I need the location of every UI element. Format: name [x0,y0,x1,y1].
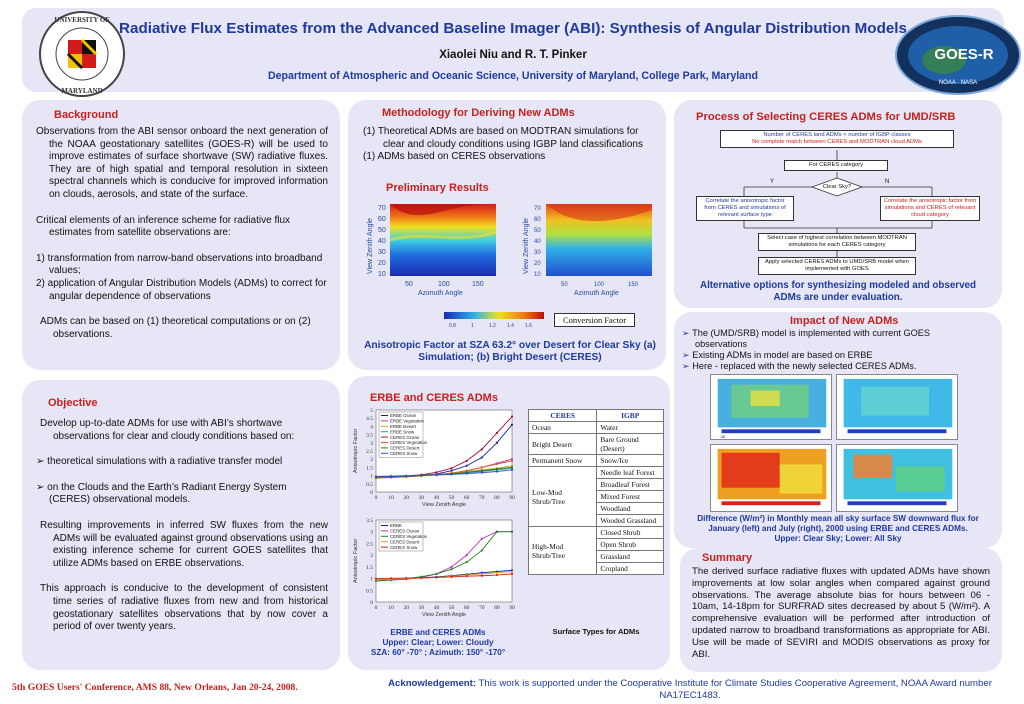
table-cell-igbp: Broadleaf Forest [597,479,664,491]
data-point [405,475,407,477]
legend-label: CERES Desert [390,445,420,451]
acknowledgement-label: Acknowledgement: [388,678,477,689]
legend-label: CERES Desert [390,539,420,545]
y-tick-label: 3.5 [366,518,373,524]
colorbar-tick: 1.2 [489,323,496,329]
background-list-item: 2) application of Angular Distribution Models (ADMs) to correct for angular dependence of observations [36,277,327,302]
impact-bullet [682,328,982,350]
data-point [466,561,468,563]
table-cell-igbp: Open Shrub [597,539,664,551]
x-tick-label: 50 [448,495,455,501]
data-point [466,460,468,462]
erbe-ceres-clear-chart [350,406,520,518]
data-point [375,475,377,477]
flowchart-text: No complete match between CERES and MODTRAN cloud ADMs [752,139,922,145]
table-cell-ceres: Low-Mod Shrub/Tree [529,467,597,527]
data-point [511,469,513,471]
table-cell-igbp: Snow/Ice [597,455,664,467]
data-point [496,468,498,470]
y-tick-label: 0.5 [366,481,373,488]
impact-bullet [682,350,982,361]
data-point [496,574,498,576]
y-tick-label: 4 [370,424,373,431]
flux-difference-map-july-allsky [836,444,958,512]
table-row [529,422,664,434]
data-point [466,554,468,556]
table-cell-igbp: Wooded Grassland [597,515,664,527]
data-point [435,576,437,578]
data-point [435,474,437,476]
data-point [496,572,498,574]
data-point [466,465,468,467]
svg-text:MARYLAND: MARYLAND [61,87,103,95]
data-point [481,456,483,458]
y-axis-label: Anisotropic Factor [353,428,359,473]
colorbar-tick: 1.6 [525,323,532,329]
background-paragraph: Critical elements of an inference scheme for radiative flux estimates from satellite observations are: [36,214,291,239]
x-tick-label: 70 [479,495,485,501]
data-point [481,448,483,450]
x-tick-label: 60 [463,495,470,501]
heatmap-ytick: 30 [378,249,386,256]
methodology-caption: Anisotropic Factor at SZA 63.2° over Desert for Clear Sky (a) Simulation; (b) Bright Desert (CERES) [364,340,656,363]
objective-paragraph: Resulting improvements in inferred SW fluxes from the new ADMs will be evaluated against ground observations using an existing inference scheme for current GOES satellites that utilize ADMs based on ERBE observations. [40,519,328,569]
data-point [496,463,498,465]
data-point [481,472,483,474]
data-point [496,442,498,444]
legend-label: CERES Vegetation [390,440,428,446]
x-tick-label: 60 [463,605,470,611]
x-tick-label: 20 [403,605,409,611]
data-point [420,577,422,579]
heatmap-ytick: 50 [378,227,386,234]
erbe-chart-caption [358,628,518,658]
background-list-item: 1) transformation from narrow-band observations into broadband values; [36,252,323,277]
objective-bullet-text: theoretical simulations with a radiative transfer model [47,456,283,468]
heatmap-ytick: 30 [534,250,541,256]
conversion-factor-label: Conversion Factor [554,313,635,327]
background-panel [22,100,340,370]
bullet-arrow-icon: ➢ [682,361,693,371]
legend-label: CERES Ocean [390,528,420,534]
data-point [511,570,513,572]
map-tick: -10 [719,434,726,440]
y-tick-label: 3.5 [366,432,373,439]
data-point [405,577,407,579]
flowchart-yes-label: Y [770,179,775,185]
background-paragraph: ADMs can be based on (1) theoretical computations or on (2) observations. [40,316,311,340]
x-tick-label: 40 [433,495,440,501]
table-cell-igbp: Mixed Forest [597,491,664,503]
erbe-caption-line: SZA: 60° -70° ; Azimuth: 150° -170° [370,648,506,657]
data-point [511,573,513,575]
anisotropic-heatmap-ceres [514,200,664,298]
svg-text:UNIVERSITY OF: UNIVERSITY OF [54,16,110,24]
data-point [496,432,498,434]
data-point [481,573,483,575]
colorbar-tick: 1.4 [507,323,514,329]
y-axis-label: Anisotropic Factor [353,538,359,583]
process-caption: Alternative options for synthesizing modeled and observed ADMs are under evaluation. [700,280,976,303]
objective-paragraph: This approach is conducive to the development of consistent time series of radiative fluxes from new and from historical geostationary satellites observations that by now cover a period of over twenty years. [40,583,328,633]
table-cell-igbp: Needle leaf Forest [597,467,664,479]
y-tick-label: 1 [370,576,373,583]
table-cell-igbp: Bare Ground (Desert) [597,434,664,455]
data-point [466,575,468,577]
heatmap-ylabel: View Zenith Angle [367,218,374,274]
colorbar-tick: 1 [471,323,474,329]
data-point [481,470,483,472]
heatmap-ytick: 50 [534,228,541,234]
x-tick-label: 90 [509,605,515,611]
heatmap-ytick: 60 [534,217,541,223]
x-tick-label: 40 [433,605,440,611]
table-cell-ceres: High-Mod Shrub/Tree [529,527,597,575]
surface-types-table [528,409,664,575]
heatmap-xlabel: Azimuth Angle [418,290,463,297]
table-row [529,527,664,539]
heatmap-ytick: 20 [534,261,541,267]
data-point [496,531,498,533]
poster-department: Department of Atmospheric and Oceanic Science, University of Maryland, College Park, Maryland [267,70,758,82]
data-point [511,424,513,426]
flowchart-box: Correlate the anisotropic factor from simulations and CERES of relevant cloud category [880,196,980,221]
x-axis-label: View Zenith Angle [422,612,466,618]
heatmap-xtick: 100 [438,281,450,288]
flowchart-decision: Clear Sky? [822,184,852,190]
x-tick-label: 70 [479,605,485,611]
summary-title: Summary [702,552,753,564]
heatmap-xtick: 50 [561,282,568,288]
data-point [450,576,452,578]
table-cell-igbp: Water [597,422,664,434]
svg-text:NOAA · NASA: NOAA · NASA [938,80,978,86]
table-row [529,467,664,479]
impact-title: Impact of New ADMs [790,315,899,327]
table-cell-igbp: Closed Shrub [597,527,664,539]
x-tick-label: 0 [374,495,378,501]
impact-bullet-text: Here - replaced with the newly selected CERES ADMs. [692,361,917,371]
data-point [466,473,468,475]
objective-paragraph: Develop up-to-date ADMs for use with ABI’s shortwave observations for clear and cloudy conditions based on: [40,418,295,442]
bullet-arrow-icon: ➢ [36,456,48,468]
data-point [511,466,513,468]
data-point [481,538,483,540]
process-panel [674,100,1002,308]
legend-label: ERBE Vegetation [390,418,424,424]
heatmap-xtick: 150 [472,281,484,288]
header-banner [22,8,1004,95]
data-point [375,577,377,579]
bullet-arrow-icon: ➢ [682,328,693,338]
table-header-igbp: IGBP [597,410,664,422]
table-cell-ceres: Ocean [529,422,597,434]
legend-label: CERES Snow [390,451,418,456]
flowchart-box: Apply selected CERES ADMs to UMD/SRB model when implemented with GOES [758,257,916,275]
table-cell-igbp: Woodland [597,503,664,515]
y-tick-label: 3 [370,529,373,536]
heatmap-ytick: 40 [534,239,541,245]
x-tick-label: 80 [494,495,500,501]
acknowledgement-text: This work is supported under the Cooperative Institute for Climate Studies Cooperative Agreement, NOAA Award number NA17EC1483. [476,678,992,701]
x-tick-label: 90 [509,495,515,501]
data-point [481,575,483,577]
data-point [390,577,392,579]
y-tick-label: 0 [370,600,373,606]
x-tick-label: 30 [418,605,425,611]
data-point [450,566,452,568]
y-tick-label: 1.5 [366,465,373,472]
heatmap-ytick: 20 [378,260,386,267]
heatmap-ytick: 10 [534,272,541,278]
flowchart-box: For CERES category [784,160,888,171]
conference-footer: 5th GOES Users' Conference, AMS 88, New Orleans, Jan 20-24, 2008. [12,682,298,693]
x-tick-label: 20 [403,495,409,501]
objective-body [36,418,328,634]
process-title: Process of Selecting CERES ADMs for UMD/SRB [696,111,956,123]
y-tick-label: 2.5 [366,449,373,455]
data-point [435,471,437,473]
data-point [435,573,437,575]
methodology-item: (1) ADMs based on CERES observations [363,151,546,163]
x-axis-label: View Zenith Angle [422,502,466,508]
svg-text:GOES-R: GOES-R [934,46,994,63]
summary-text: The derived surface radiative fluxes with updated ADMs have shown improvements at low solar angles when compared against ground observations. The average absolute bias for hours between 06 - 10am, 14-18pm for SURFRAD sites decreased by about 5 (W/m²). A comprehensive evaluation will be performed after introduction of updated narrow to broadband transformations as appropriate for ABI. Use will be made of SEVIRI and MODIS observations as proxy for ABI. [692,566,990,660]
y-tick-label: 2.5 [366,541,373,548]
anisotropic-heatmap-simulation [358,200,508,298]
table-cell-ceres: Bright Desert [529,434,597,455]
bullet-arrow-icon: ➢ [36,481,48,493]
data-point [450,568,452,570]
legend-label: ERBE [390,523,402,529]
y-tick-label: 4.5 [366,416,373,423]
data-point [390,475,392,477]
y-tick-label: 1.5 [366,564,373,571]
heatmap-ytick: 70 [378,205,386,212]
table-cell-igbp: Cropland [597,563,664,575]
legend-label: ERBE Snow [390,429,415,435]
table-cell-igbp: Grassland [597,551,664,563]
legend-label: CERES Ocean [390,434,420,440]
table-header-row [529,410,664,422]
x-tick-label: 30 [418,495,425,501]
legend-label: ERBE Desert [390,424,417,429]
objective-panel [22,380,340,670]
legend-label: CERES Vegetation [390,534,428,539]
x-tick-label: 10 [388,495,394,501]
colorbar [444,312,544,332]
poster-title: Radiative Flux Estimates from the Advanced Baseline Imager (ABI): Synthesis of Angular Distribution Models [119,20,907,37]
data-point [450,467,452,469]
impact-bullet-text: Existing ADMs in model are based on ERBE [692,350,873,360]
flux-difference-map-july-clear [836,374,958,440]
table-header-ceres: CERES [529,410,597,422]
x-tick-label: 10 [388,605,394,611]
erbe-title: ERBE and CERES ADMs [370,392,498,404]
impact-caption: Difference (W/m²) in Monthly mean all sky surface SW downward flux for January (left) and July (right), 2000 using ERBE and CERES ADMs. Upper: Clear Sky; Lower: All Sky [697,514,979,543]
acknowledgement [370,678,1010,702]
data-point [496,470,498,472]
erbe-caption-line: Upper: Clear; Lower: Cloudy [382,638,494,647]
impact-list [682,328,982,372]
data-point [481,466,483,468]
y-tick-label: 2 [370,553,373,560]
impact-bullet [682,361,982,372]
flowchart-no-label: N [885,179,890,185]
table-cell-ceres: Permanent Snow [529,455,597,467]
objective-bullet [36,456,328,469]
y-tick-label: 0 [370,490,373,496]
heatmap-xlabel: Azimuth Angle [574,290,619,297]
background-paragraph: Observations from the ABI sensor onboard the next generation of the NOAA geostationary satellites (GOES-R) will be used to improve estimates of surface shortwave (SW) radiative fluxes. They are of high spatial and temporal resolution in sixteen spectral channels which is conducive for improved information on clouds, aerosols, and state of the surface. [36,126,328,200]
legend-label: CERES Snow [390,544,418,550]
colorbar-tick: 0.8 [449,323,456,329]
flowchart-box: Select case of highest correlation between MODTRAN simulations for each CERES category [758,233,916,251]
heatmap-ytick: 10 [378,271,386,278]
objective-bullet-text: on the Clouds and the Earth’s Radiant Energy System (CERES) observational models. [47,481,287,506]
poster-authors: Xiaolei Niu and R. T. Pinker [439,49,587,61]
flux-difference-map-january-clear [710,374,832,440]
objective-bullet [36,482,328,507]
data-point [450,470,452,472]
y-tick-label: 1 [370,473,373,480]
methodology-item: (1) Theoretical ADMs are based on MODTRAN simulations for clear and cloudy conditions using IGBP land classifications [363,126,643,150]
summary-panel [680,548,1002,672]
y-tick-label: 3 [370,440,373,447]
background-title: Background [54,109,119,121]
erbe-ceres-cloudy-chart [350,516,520,628]
data-point [420,475,422,477]
background-body [36,126,328,341]
heatmap-xtick: 150 [628,282,639,288]
flux-difference-map-january-allsky [710,444,832,512]
data-point [511,415,513,417]
methodology-panel [348,100,666,370]
surface-table-caption: Surface Types for ADMs [552,627,640,636]
heatmap-xtick: 50 [405,281,413,288]
flowchart-text: Number of CERES land ADMs < number of IGBP classes [763,132,911,138]
legend-label: ERBE Ocean [390,413,417,419]
heatmap-ytick: 70 [534,206,541,212]
data-point [511,460,513,462]
erbe-caption-line: ERBE and CERES ADMs [390,628,486,637]
y-tick-label: 5 [370,408,373,414]
methodology-title: Methodology for Deriving New ADMs [382,107,575,119]
preliminary-results-title: Preliminary Results [386,182,489,194]
heatmap-xtick: 100 [594,282,605,288]
erbe-ceres-panel [348,376,670,670]
heatmap-ytick: 40 [378,238,386,245]
goes-r-logo-icon [894,14,1022,96]
heatmap-ytick: 60 [378,216,386,223]
y-tick-label: 2 [370,457,373,464]
data-point [450,473,452,475]
heatmap-ylabel: View Zenith Angle [523,218,530,274]
x-tick-label: 80 [494,605,500,611]
bullet-arrow-icon: ➢ [682,350,693,360]
y-tick-label: 0.5 [366,588,373,595]
flowchart-box: Correlate the anisotropic factor from CERES and simulations of relevant surface type [696,196,794,221]
data-point [481,549,483,551]
x-tick-label: 0 [374,605,378,611]
data-point [511,531,513,533]
impact-panel [674,312,1002,548]
x-tick-label: 50 [448,605,455,611]
objective-title: Objective [48,397,98,409]
methodology-body [363,126,653,164]
impact-bullet-text: The (UMD/SRB) model is implemented with current GOES observations [692,328,931,349]
